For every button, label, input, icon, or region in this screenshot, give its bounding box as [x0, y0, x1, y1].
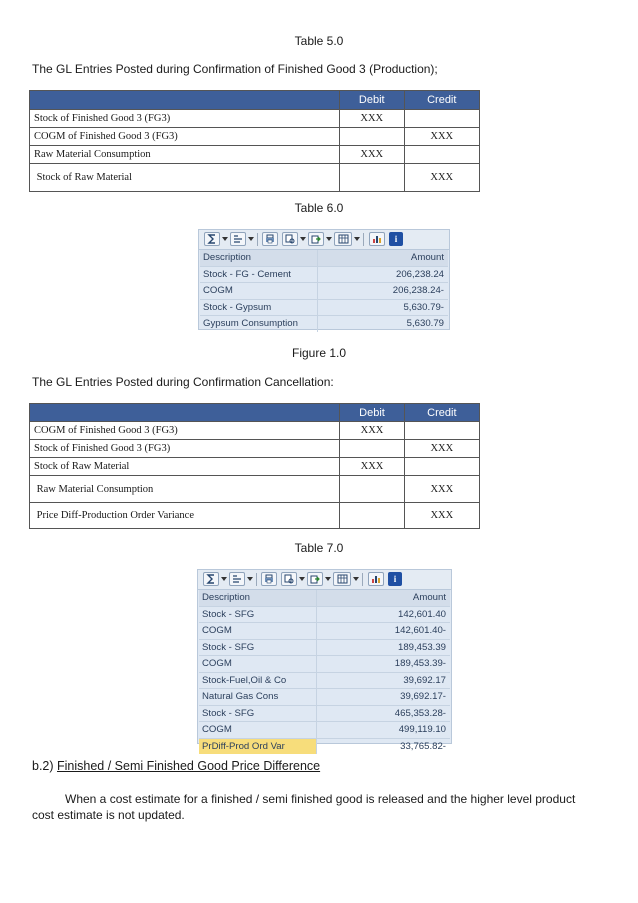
debit-cell: XXX — [340, 458, 404, 476]
sum-icon[interactable] — [203, 572, 219, 586]
table5-caption: Table 5.0 — [294, 34, 344, 48]
column-divider — [317, 267, 318, 283]
toolbar-divider — [362, 573, 363, 586]
sap-report-panel-1 — [198, 229, 450, 330]
chevron-down-icon[interactable] — [247, 577, 253, 581]
row-description: Stock - SFG — [202, 707, 255, 719]
section-heading — [32, 759, 320, 773]
export-icon[interactable] — [307, 572, 323, 586]
sap-toolbar — [198, 570, 451, 590]
credit-cell — [404, 146, 479, 164]
toolbar-divider — [256, 573, 257, 586]
table-row — [30, 440, 480, 458]
sap-toolbar — [199, 230, 449, 250]
row-description: Stock - Gypsum — [203, 301, 272, 313]
table-row[interactable] — [199, 623, 450, 640]
table-row — [30, 164, 480, 192]
row-amount: 142,601.40 — [397, 608, 446, 620]
chevron-down-icon[interactable] — [222, 237, 228, 241]
view-icon[interactable] — [281, 572, 297, 586]
table-row[interactable] — [200, 300, 448, 317]
layout-icon[interactable] — [334, 232, 352, 246]
credit-cell: XXX — [404, 164, 479, 192]
chevron-down-icon[interactable] — [326, 237, 332, 241]
column-divider — [316, 623, 317, 639]
column-divider — [316, 590, 317, 606]
figure1-heading: The GL Entries Posted during Confirmation Cancellation: — [32, 375, 334, 389]
row-description: COGM — [202, 625, 232, 636]
print-icon[interactable] — [261, 572, 277, 586]
subtotal-icon[interactable] — [229, 572, 245, 586]
chevron-down-icon[interactable] — [300, 237, 306, 241]
figure1-caption: Figure 1.0 — [291, 346, 347, 360]
table-row — [30, 110, 480, 128]
debit-cell: XXX — [339, 146, 404, 164]
cancel-header-credit: Credit — [404, 404, 479, 422]
row-label: Price Diff-Production Order Variance — [30, 503, 340, 529]
debit-cell: XXX — [339, 110, 404, 128]
table-row — [30, 458, 480, 476]
toolbar-divider — [363, 233, 364, 246]
row-description: Stock-Fuel,Oil & Co — [202, 674, 287, 686]
debit-cell — [340, 476, 404, 503]
debit-cell — [340, 503, 404, 529]
column-divider — [316, 656, 317, 672]
cancellation-gl-entries — [29, 403, 480, 529]
row-amount: 206,238.24 — [395, 268, 444, 280]
table6-caption: Table 6.0 — [294, 201, 344, 215]
row-description: COGM — [202, 658, 232, 669]
graphic-icon[interactable] — [369, 232, 385, 246]
chevron-down-icon[interactable] — [325, 577, 331, 581]
credit-cell: XXX — [404, 476, 479, 503]
table-row[interactable] — [199, 722, 450, 739]
table5-header-blank — [30, 91, 340, 110]
table-row[interactable] — [200, 316, 448, 332]
sap-grid — [200, 250, 448, 332]
chevron-down-icon[interactable] — [353, 577, 359, 581]
table-row[interactable] — [200, 267, 448, 284]
debit-cell: XXX — [340, 422, 404, 440]
row-label: Stock of Raw Material — [30, 458, 340, 476]
sap-report-panel-2 — [197, 569, 452, 752]
row-description: COGM — [202, 724, 232, 735]
cancel-header-blank — [30, 404, 340, 422]
row-amount: 189,453.39- — [394, 658, 446, 669]
table-row[interactable] — [199, 656, 450, 673]
table-row — [30, 128, 480, 146]
row-amount: 33,765.82- — [400, 740, 446, 752]
table-row[interactable] — [199, 706, 450, 723]
table-row[interactable] — [199, 689, 450, 706]
column-divider — [316, 673, 317, 689]
section-body-line1: When a cost estimate for a finished / semi finished good is released and the higher level product — [65, 792, 576, 806]
table5-header-credit: Credit — [404, 91, 479, 110]
debit-cell — [339, 128, 404, 146]
sum-icon[interactable] — [204, 232, 220, 246]
column-divider — [317, 250, 318, 266]
row-label: COGM of Finished Good 3 (FG3) — [30, 422, 340, 440]
row-amount: 5,630.79 — [406, 318, 444, 329]
layout-icon[interactable] — [333, 572, 351, 586]
column-header-amount[interactable]: Amount — [412, 592, 446, 603]
row-amount: 39,692.17 — [403, 674, 446, 686]
credit-cell — [404, 110, 479, 128]
table5-gl-entries — [29, 90, 480, 192]
chevron-down-icon[interactable] — [299, 577, 305, 581]
credit-cell — [404, 422, 479, 440]
credit-cell: XXX — [404, 503, 479, 529]
row-label: Stock of Finished Good 3 (FG3) — [30, 110, 340, 128]
grid-header-row — [200, 250, 448, 267]
column-divider — [316, 689, 317, 705]
row-amount: 39,692.17- — [400, 691, 446, 702]
subtotal-icon[interactable] — [230, 232, 246, 246]
column-divider — [317, 316, 318, 332]
column-divider — [316, 640, 317, 656]
row-description: Natural Gas Cons — [202, 691, 279, 702]
row-label: Stock of Raw Material — [30, 164, 340, 192]
table-row — [30, 146, 480, 164]
debit-cell — [340, 440, 404, 458]
table-row[interactable] — [199, 607, 450, 624]
table-row — [30, 422, 480, 440]
column-divider — [316, 722, 317, 738]
column-divider — [317, 283, 318, 299]
column-header-description[interactable]: Description — [202, 592, 250, 603]
print-icon[interactable] — [262, 232, 278, 246]
table-row[interactable] — [199, 640, 450, 657]
row-label: Stock of Finished Good 3 (FG3) — [30, 440, 340, 458]
export-icon[interactable] — [308, 232, 324, 246]
credit-cell: XXX — [404, 128, 479, 146]
row-description: Stock - SFG — [202, 641, 255, 653]
row-description: Stock - SFG — [202, 608, 255, 620]
toolbar-divider — [257, 233, 258, 246]
row-label: COGM of Finished Good 3 (FG3) — [30, 128, 340, 146]
cancel-header-debit: Debit — [340, 404, 404, 422]
view-icon[interactable] — [282, 232, 298, 246]
row-label: Raw Material Consumption — [30, 476, 340, 503]
row-label: Raw Material Consumption — [30, 146, 340, 164]
chevron-down-icon[interactable] — [354, 237, 360, 241]
chevron-down-icon[interactable] — [221, 577, 227, 581]
debit-cell — [339, 164, 404, 192]
chevron-down-icon[interactable] — [248, 237, 254, 241]
row-description: Stock - FG - Cement — [203, 268, 291, 280]
column-header-amount[interactable]: Amount — [410, 252, 444, 263]
section-body-line2: cost estimate is not updated. — [32, 808, 185, 822]
grid-header-row — [199, 590, 450, 607]
column-divider — [316, 739, 317, 755]
row-description: Gypsum Consumption — [203, 318, 298, 329]
table-row-highlighted[interactable] — [199, 739, 450, 755]
table5-header-debit: Debit — [339, 91, 404, 110]
table-row[interactable] — [199, 673, 450, 690]
section-prefix: b.2) — [32, 759, 58, 773]
column-header-description[interactable]: Description — [203, 252, 251, 263]
row-amount: 465,353.28- — [394, 707, 446, 719]
row-description: COGM — [203, 285, 233, 296]
graphic-icon[interactable] — [368, 572, 384, 586]
row-amount: 5,630.79- — [403, 301, 444, 313]
column-divider — [317, 300, 318, 316]
row-amount: 189,453.39 — [397, 641, 446, 653]
table-row[interactable] — [200, 283, 448, 300]
row-amount: 206,238.24- — [392, 285, 444, 296]
section-title: Finished / Semi Finished Good Price Difference — [57, 759, 321, 773]
table7-caption: Table 7.0 — [294, 541, 344, 555]
info-icon[interactable]: i — [389, 232, 403, 246]
table-row — [30, 476, 480, 503]
column-divider — [316, 607, 317, 623]
sap-grid — [199, 590, 450, 754]
credit-cell — [404, 458, 479, 476]
credit-cell: XXX — [404, 440, 479, 458]
row-amount: 499,119.10 — [398, 724, 446, 735]
row-amount: 142,601.40- — [394, 625, 446, 636]
row-description: PrDiff-Prod Ord Var — [202, 740, 285, 752]
info-icon[interactable]: i — [388, 572, 402, 586]
table5-heading: The GL Entries Posted during Confirmation of Finished Good 3 (Production); — [32, 62, 438, 76]
table-row — [30, 503, 480, 529]
column-divider — [316, 706, 317, 722]
